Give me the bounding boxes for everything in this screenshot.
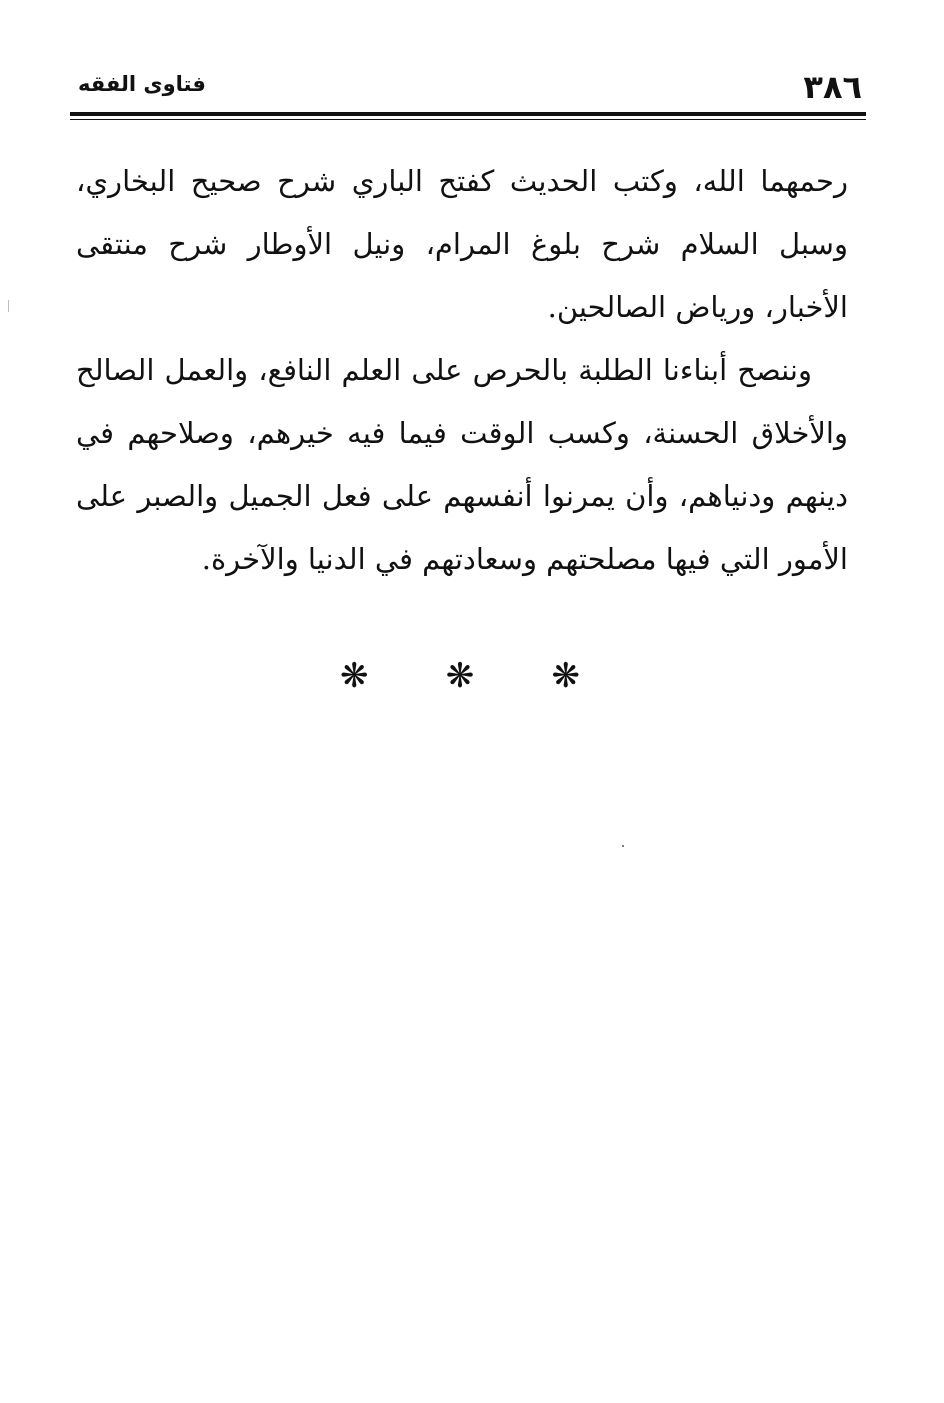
running-title: فتاوى الفقه xyxy=(78,72,206,96)
separator-star-icon: ❋ xyxy=(445,656,475,696)
scan-speck xyxy=(622,845,624,847)
section-separator xyxy=(340,656,580,696)
paragraph-1: رحمهما الله، وكتب الحديث كفتح الباري شرح صحيح البخاري، وسبل السلام شرح بلوغ المرام، ونيل الأوطار شرح منتقى الأخبار، ورياض الصالحين. xyxy=(76,164,848,324)
header-rule xyxy=(70,112,866,116)
header-rule-thin xyxy=(70,119,866,120)
separator-star-icon: ❋ xyxy=(551,656,580,696)
page-number: ٣٨٦ xyxy=(803,68,862,106)
body-text xyxy=(76,150,848,591)
separator-star-icon: ❋ xyxy=(340,656,369,696)
paragraph-2: وننصح أبناءنا الطلبة بالحرص على العلم النافع، والعمل الصالح والأخلاق الحسنة، وكسب الوقت فيما فيه خيرهم، وصلاحهم في دينهم ودنياهم، وأن يمرنوا أنفسهم على فعل الجميل والصبر على الأمور التي فيها مصلحتهم وسعادتهم في الدنيا والآخرة. xyxy=(76,353,848,576)
scan-speck xyxy=(8,300,9,312)
page-header xyxy=(70,68,862,112)
